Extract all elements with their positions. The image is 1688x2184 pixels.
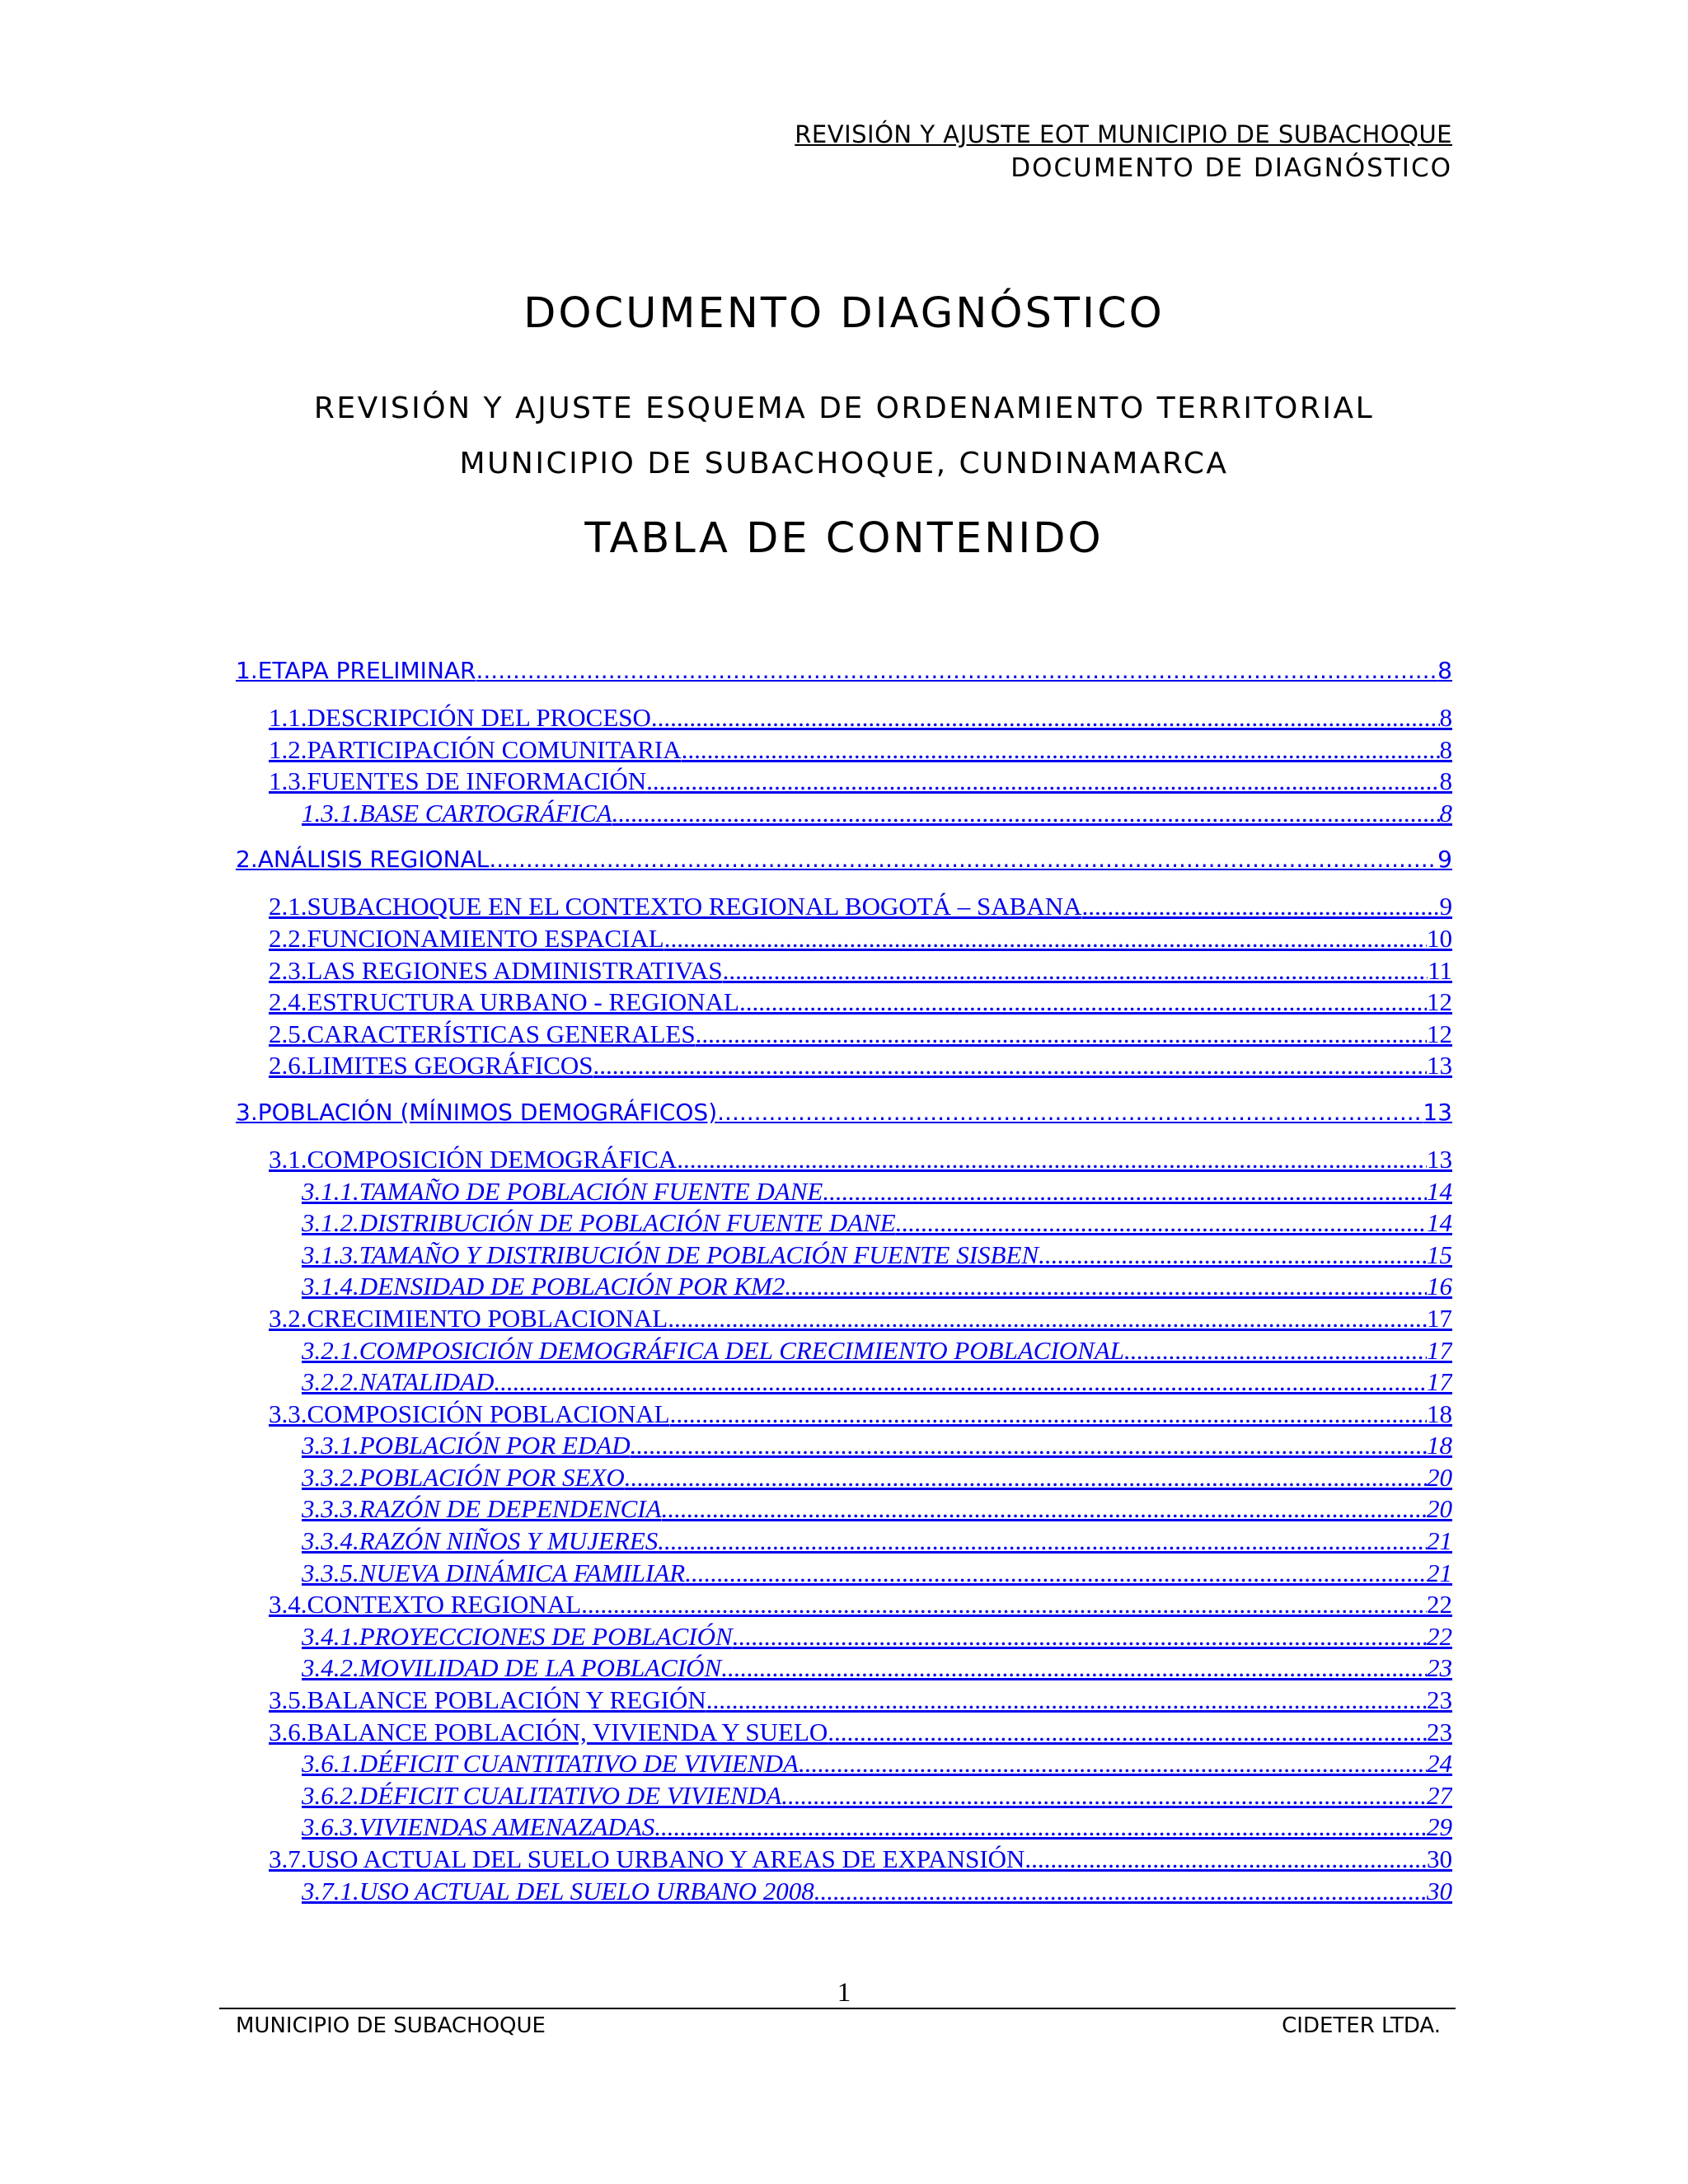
toc-dot-leader (646, 766, 1439, 798)
toc-entry-label: 3.3.2.POBLACIÓN POR SEXO (302, 1462, 625, 1492)
toc-dot-leader (489, 844, 1437, 875)
toc-dot-leader (1082, 891, 1440, 923)
toc-entry-level-3[interactable] (236, 1493, 1452, 1526)
toc-dot-leader (828, 1717, 1427, 1749)
toc-entry-label: 2.1.SUBACHOQUE EN EL CONTEXTO REGIONAL BOGOTÁ – SABANA (269, 892, 1082, 921)
toc-entry-level-2[interactable] (236, 923, 1452, 955)
toc-entry-level-3[interactable] (236, 798, 1452, 830)
toc-entry-label: 3.6.2.DÉFICIT CUALITATIVO DE VIVIENDA (302, 1780, 782, 1810)
page-header (795, 118, 1452, 185)
toc-entry-level-3[interactable] (236, 1176, 1452, 1208)
toc-entry-page: 21 (1427, 1558, 1452, 1587)
toc-entry-label: 1.ETAPA PRELIMINAR (236, 657, 476, 684)
toc-entry-page: 8 (1439, 766, 1452, 796)
toc-entry-page: 20 (1427, 1494, 1452, 1524)
toc-entry-page: 8 (1439, 798, 1452, 827)
toc-dot-leader (1025, 1844, 1427, 1876)
toc-entry-label: 2.3.LAS REGIONES ADMINISTRATIVAS (269, 955, 723, 985)
toc-dot-leader (670, 1399, 1427, 1431)
toc-entry-label: 3.3.4.RAZÓN NIÑOS Y MUJERES (302, 1526, 659, 1556)
toc-dot-leader (581, 1589, 1427, 1621)
toc-entry-page: 9 (1439, 892, 1452, 921)
toc-entry-page: 27 (1427, 1780, 1452, 1810)
header-document-title: DOCUMENTO DE DIAGNÓSTICO (1010, 153, 1452, 183)
toc-dot-leader (696, 1019, 1427, 1051)
toc-entry-page: 29 (1427, 1812, 1452, 1842)
toc-entry-label: 2.4.ESTRUCTURA URBANO - REGIONAL (269, 987, 739, 1017)
toc-entry-label: 2.2.FUNCIONAMIENTO ESPACIAL (269, 923, 664, 953)
toc-dot-leader (799, 1748, 1427, 1780)
toc-entry-level-3[interactable] (236, 1335, 1452, 1367)
toc-entry-page: 23 (1427, 1653, 1452, 1683)
footer-divider (219, 2008, 1456, 2009)
toc-entry-level-2[interactable] (236, 955, 1452, 987)
toc-dot-leader (494, 1366, 1427, 1399)
toc-entry-page: 20 (1427, 1462, 1452, 1492)
toc-entry-level-2[interactable] (236, 1050, 1452, 1082)
table-of-contents (236, 655, 1452, 1907)
toc-entry-page: 8 (1437, 657, 1452, 684)
toc-dot-leader (654, 1811, 1427, 1844)
toc-entry-label: 3.7.1.USO ACTUAL DEL SUELO URBANO 2008 (302, 1876, 814, 1905)
toc-entry-level-2[interactable] (236, 1685, 1452, 1717)
toc-entry-label: 1.3.1.BASE CARTOGRÁFICA (302, 798, 612, 827)
toc-dot-leader (662, 1493, 1427, 1526)
toc-dot-leader (733, 1621, 1427, 1653)
toc-entry-label: 3.4.2.MOVILIDAD DE LA POBLACIÓN (302, 1653, 722, 1683)
toc-dot-leader (631, 1430, 1427, 1462)
toc-dot-leader (781, 1780, 1427, 1812)
toc-entry-level-2[interactable] (236, 1144, 1452, 1176)
toc-dot-leader (682, 734, 1440, 766)
toc-entry-page: 17 (1427, 1367, 1452, 1397)
toc-entry-level-1[interactable] (236, 844, 1452, 875)
toc-entry-level-3[interactable] (236, 1652, 1452, 1685)
toc-entry-level-3[interactable] (236, 1207, 1452, 1240)
toc-dot-leader (814, 1876, 1427, 1908)
toc-entry-label: 3.6.BALANCE POBLACIÓN, VIVIENDA Y SUELO (269, 1717, 828, 1746)
toc-entry-page: 18 (1427, 1431, 1452, 1460)
toc-entry-level-3[interactable] (236, 1876, 1452, 1908)
toc-entry-page: 23 (1427, 1685, 1452, 1715)
toc-entry-label: 3.2.1.COMPOSICIÓN DEMOGRÁFICA DEL CRECIMIENTO POBLACIONAL (302, 1335, 1125, 1365)
toc-entry-page: 13 (1423, 1098, 1452, 1126)
toc-dot-leader (785, 1271, 1427, 1303)
toc-entry-page: 9 (1437, 846, 1452, 874)
toc-dot-leader (1124, 1335, 1427, 1367)
toc-entry-label: 3.1.2.DISTRIBUCIÓN DE POBLACIÓN FUENTE DANE (302, 1208, 896, 1238)
toc-dot-leader (658, 1526, 1427, 1558)
toc-entry-page: 22 (1427, 1621, 1452, 1651)
toc-dot-leader (664, 923, 1427, 955)
toc-entry-label: 3.2.2.NATALIDAD (302, 1367, 495, 1397)
toc-entry-level-1[interactable] (236, 655, 1452, 687)
header-project-title: REVISIÓN Y AJUSTE EOT MUNICIPIO DE SUBACHOQUE (795, 120, 1452, 148)
toc-entry-level-3[interactable] (236, 1748, 1452, 1780)
toc-entry-level-3[interactable] (236, 1558, 1452, 1590)
toc-dot-leader (668, 1303, 1427, 1335)
subtitle-line-1: REVISIÓN Y AJUSTE ESQUEMA DE ORDENAMIENTO TERRITORIAL (313, 391, 1375, 425)
toc-entry-level-2[interactable] (236, 1717, 1452, 1749)
toc-dot-leader (823, 1176, 1427, 1208)
toc-entry-page: 30 (1427, 1844, 1452, 1873)
toc-entry-label: 1.2.PARTICIPACIÓN COMUNITARIA (269, 734, 682, 764)
toc-entry-page: 8 (1439, 703, 1452, 732)
toc-dot-leader (739, 987, 1427, 1019)
toc-entry-level-3[interactable] (236, 1811, 1452, 1844)
toc-entry-label: 3.2.CRECIMIENTO POBLACIONAL (269, 1303, 668, 1333)
toc-entry-level-3[interactable] (236, 1366, 1452, 1399)
toc-dot-leader (625, 1462, 1427, 1494)
toc-entry-page: 17 (1427, 1335, 1452, 1365)
toc-entry-label: 2.6.LIMITES GEOGRÁFICOS (269, 1051, 593, 1080)
toc-entry-level-2[interactable] (236, 1399, 1452, 1431)
toc-dot-leader (612, 798, 1440, 830)
toc-entry-page: 11 (1428, 955, 1452, 985)
toc-entry-level-3[interactable] (236, 1526, 1452, 1558)
toc-entry-level-2[interactable] (236, 1303, 1452, 1335)
toc-dot-leader (593, 1050, 1427, 1082)
toc-dot-leader (1039, 1240, 1427, 1272)
toc-entry-level-3[interactable] (236, 1621, 1452, 1653)
toc-entry-label: 3.5.BALANCE POBLACIÓN Y REGIÓN (269, 1685, 706, 1715)
toc-entry-label: 3.3.1.POBLACIÓN POR EDAD (302, 1431, 631, 1460)
toc-entry-page: 15 (1427, 1240, 1452, 1269)
toc-entry-level-2[interactable] (236, 702, 1452, 734)
toc-dot-leader (896, 1207, 1427, 1240)
toc-entry-level-3[interactable] (236, 1430, 1452, 1462)
toc-entry-page: 12 (1427, 1019, 1452, 1048)
document-subtitle (0, 381, 1688, 491)
toc-entry-label: 3.7.USO ACTUAL DEL SUELO URBANO Y AREAS DE EXPANSIÓN (269, 1844, 1025, 1873)
footer-company: CIDETER LTDA. (1282, 2013, 1441, 2038)
footer-municipality: MUNICIPIO DE SUBACHOQUE (236, 2013, 546, 2038)
subtitle-line-2: MUNICIPIO DE SUBACHOQUE, CUNDINAMARCA (459, 447, 1229, 480)
toc-entry-page: 14 (1427, 1208, 1452, 1238)
toc-entry-level-2[interactable] (236, 734, 1452, 766)
toc-entry-label: 3.4.CONTEXTO REGIONAL (269, 1590, 582, 1619)
toc-entry-level-3[interactable] (236, 1462, 1452, 1494)
toc-entry-label: 3.3.5.NUEVA DINÁMICA FAMILIAR (302, 1558, 686, 1587)
toc-dot-leader (706, 1685, 1427, 1717)
toc-entry-level-3[interactable] (236, 1271, 1452, 1303)
toc-dot-leader (717, 1097, 1423, 1128)
toc-entry-page: 8 (1439, 734, 1452, 764)
toc-entry-label: 3.6.1.DÉFICIT CUANTITATIVO DE VIVIENDA (302, 1749, 799, 1779)
toc-entry-page: 10 (1427, 923, 1452, 953)
toc-entry-level-3[interactable] (236, 1780, 1452, 1812)
toc-dot-leader (721, 1652, 1427, 1685)
toc-entry-level-3[interactable] (236, 1240, 1452, 1272)
toc-dot-leader (723, 955, 1428, 987)
toc-dot-leader (651, 702, 1440, 734)
toc-entry-label: 3.6.3.VIVIENDAS AMENAZADAS (302, 1812, 655, 1842)
toc-entry-page: 13 (1427, 1051, 1452, 1080)
toc-entry-label: 3.1.4.DENSIDAD DE POBLACIÓN POR KM2 (302, 1272, 785, 1301)
page-number: 1 (837, 1978, 851, 2008)
toc-entry-level-1[interactable] (236, 1097, 1452, 1128)
toc-entry-page: 21 (1427, 1526, 1452, 1556)
toc-entry-page: 12 (1427, 987, 1452, 1017)
toc-entry-label: 3.1.3.TAMAÑO Y DISTRIBUCIÓN DE POBLACIÓN FUENTE SISBEN (302, 1240, 1039, 1269)
toc-entry-label: 1.1.DESCRIPCIÓN DEL PROCESO (269, 703, 651, 732)
toc-entry-level-2[interactable] (236, 1844, 1452, 1876)
toc-entry-level-2[interactable] (236, 1019, 1452, 1051)
toc-entry-label: 3.POBLACIÓN (MÍNIMOS DEMOGRÁFICOS) (236, 1098, 718, 1126)
toc-entry-label: 3.1.COMPOSICIÓN DEMOGRÁFICA (269, 1144, 678, 1174)
toc-entry-label: 3.1.1.TAMAÑO DE POBLACIÓN FUENTE DANE (302, 1176, 823, 1206)
document-title: DOCUMENTO DIAGNÓSTICO (523, 289, 1165, 338)
toc-entry-page: 18 (1427, 1399, 1452, 1428)
toc-entry-label: 3.3.COMPOSICIÓN POBLACIONAL (269, 1399, 670, 1428)
toc-entry-page: 17 (1427, 1303, 1452, 1333)
toc-entry-level-2[interactable] (236, 987, 1452, 1019)
toc-entry-page: 16 (1427, 1272, 1452, 1301)
toc-entry-label: 2.ANÁLISIS REGIONAL (236, 846, 490, 874)
toc-entry-level-2[interactable] (236, 1589, 1452, 1621)
toc-entry-page: 23 (1427, 1717, 1452, 1746)
toc-entry-page: 24 (1427, 1749, 1452, 1779)
toc-entry-level-2[interactable] (236, 766, 1452, 798)
toc-dot-leader (476, 655, 1438, 687)
toc-dot-leader (685, 1558, 1427, 1590)
toc-entry-label: 3.4.1.PROYECCIONES DE POBLACIÓN (302, 1621, 733, 1651)
toc-entry-page: 22 (1427, 1590, 1452, 1619)
toc-entry-page: 14 (1427, 1176, 1452, 1206)
toc-heading: TABLA DE CONTENIDO (584, 514, 1104, 563)
toc-dot-leader (677, 1144, 1427, 1176)
toc-entry-label: 1.3.FUENTES DE INFORMACIÓN (269, 766, 647, 796)
toc-entry-page: 13 (1427, 1144, 1452, 1174)
toc-entry-level-2[interactable] (236, 891, 1452, 923)
toc-entry-label: 3.3.3.RAZÓN DE DEPENDENCIA (302, 1494, 662, 1524)
toc-entry-page: 30 (1427, 1876, 1452, 1905)
toc-entry-label: 2.5.CARACTERÍSTICAS GENERALES (269, 1019, 696, 1048)
